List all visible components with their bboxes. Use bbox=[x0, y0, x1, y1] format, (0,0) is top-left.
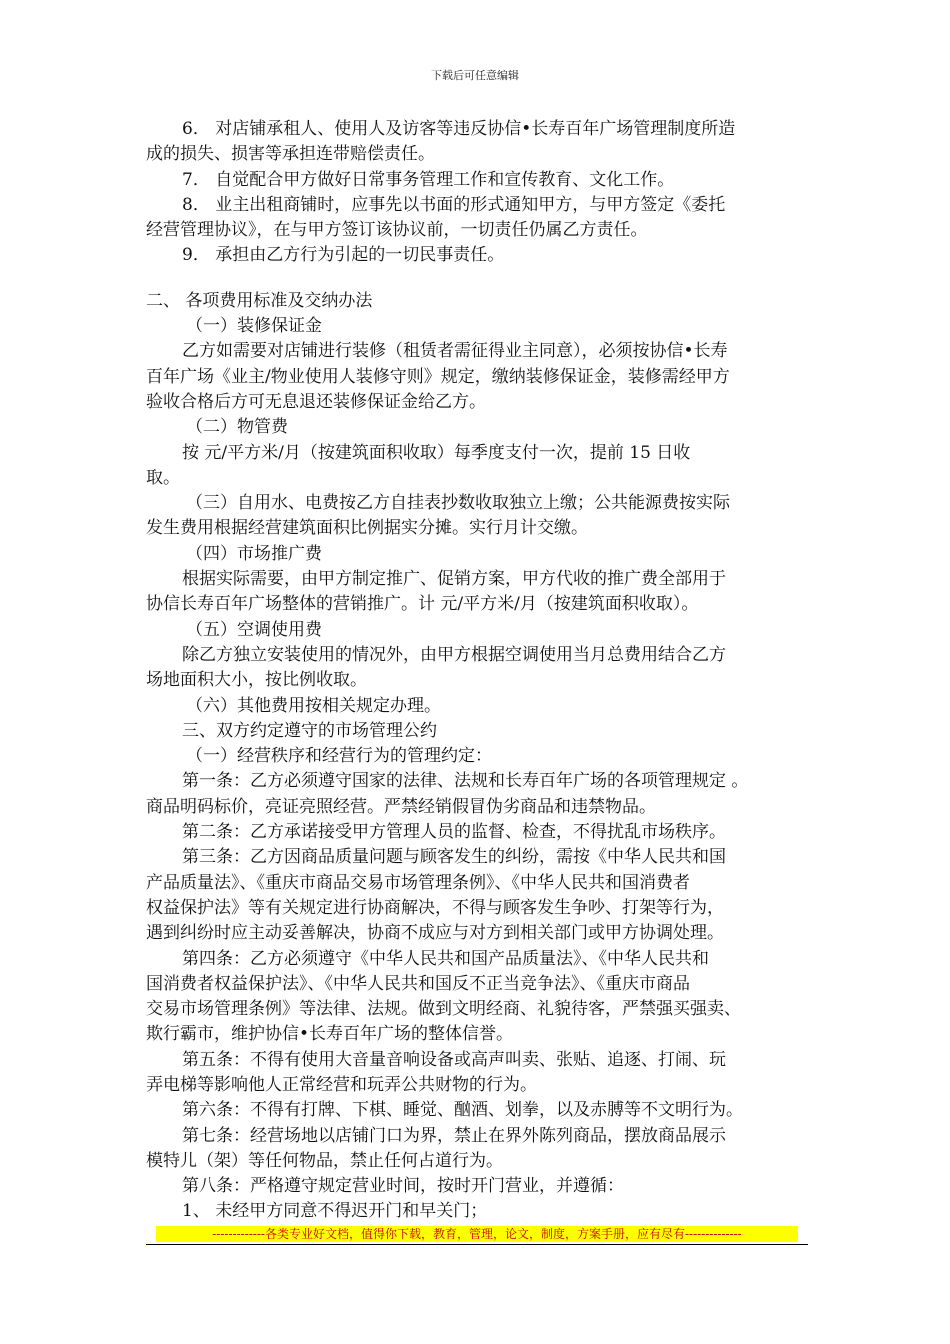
text-line: 第八条：严格遵守规定营业时间，按时开门营业，并遵循： bbox=[182, 1176, 624, 1197]
text-line: 按 元/平方米/月（按建筑面积收取）每季度支付一次，提前 15 日收 bbox=[182, 442, 691, 463]
blank-line bbox=[146, 269, 811, 289]
text-line: 交易市场管理条例》等法律、法规。做到文明经商、礼貌待客，严禁强买强卖、 bbox=[146, 999, 741, 1020]
text-line: （四）市场推广费 bbox=[186, 543, 322, 564]
text-line: （六）其他费用按相关规定办理。 bbox=[186, 695, 441, 716]
text-line: （五）空调使用费 bbox=[186, 619, 322, 640]
text-line: 三、双方约定遵守的市场管理公约 bbox=[182, 720, 437, 741]
text-line: 欺行霸市，维护协信•长寿百年广场的整体信誉。 bbox=[146, 1024, 514, 1045]
text-line: 第二条：乙方承诺接受甲方管理人员的监督、检查，不得扰乱市场秩序。 bbox=[182, 822, 726, 843]
text-line: 第七条：经营场地以店铺门口为界，禁止在界外陈列商品，摆放商品展示 bbox=[182, 1125, 726, 1146]
text-line: 验收合格后方可无息退还装修保证金给乙方。 bbox=[146, 391, 486, 412]
text-line: 第四条：乙方必须遵守《中华人民共和国产品质量法》、《中华人民共和 bbox=[182, 948, 709, 969]
text-line: 经营管理协议》，在与甲方签订该协议前，一切责任仍属乙方责任。 bbox=[146, 220, 648, 241]
text-line: 第六条：不得有打牌、下棋、睡觉、酗酒、划拳，以及赤膊等不文明行为。 bbox=[182, 1100, 743, 1121]
text-line: （一）经营秩序和经营行为的管理约定： bbox=[186, 746, 492, 767]
text-line: 9． 承担由乙方行为引起的一切民事责任。 bbox=[182, 245, 505, 266]
text-line: 乙方如需要对店铺进行装修（租赁者需征得业主同意），必须按协信•长寿 bbox=[182, 341, 728, 362]
text-line: 场地面积大小，按比例收取。 bbox=[146, 670, 367, 691]
text-line: （三）自用水、电费按乙方自挂表抄数收取独立上缴；公共能源费按实际 bbox=[186, 493, 730, 514]
text-line: 第五条：不得有使用大音量音响设备或高声叫卖、张贴、追逐、打闹、玩 bbox=[182, 1049, 726, 1070]
page-footer bbox=[146, 1226, 808, 1245]
text-line: 商品明码标价，亮证亮照经营。严禁经销假冒伪劣商品和违禁物品。 bbox=[146, 796, 656, 817]
text-line: 第一条：乙方必须遵守国家的法律、法规和长寿百年广场的各项管理规定 。 bbox=[182, 771, 749, 792]
text-line: 8． 业主出租商铺时，应事先以书面的形式通知甲方，与甲方签定《委托 bbox=[182, 194, 726, 215]
text-line: 模特儿（架）等任何物品，禁止任何占道行为。 bbox=[146, 1150, 503, 1171]
text-line: （一）装修保证金 bbox=[186, 316, 322, 337]
page-header: 下载后可任意编辑 bbox=[431, 69, 519, 82]
text-line: 6． 对店铺承租人、使用人及访客等违反协信•长寿百年广场管理制度所造 bbox=[182, 119, 736, 139]
footer-divider bbox=[146, 1244, 808, 1245]
text-line: （二）物管费 bbox=[186, 417, 288, 438]
text-line: 第三条：乙方因商品质量问题与顾客发生的纠纷，需按《中华人民共和国 bbox=[182, 847, 726, 868]
text-line: 根据实际需要，由甲方制定推广、促销方案，甲方代收的推广费全部用于 bbox=[182, 569, 726, 590]
text-line: 成的损失、损害等承担连带赔偿责任。 bbox=[146, 144, 435, 165]
text-line: 产品质量法》、《重庆市商品交易市场管理条例》、《中华人民共和国消费者 bbox=[146, 872, 690, 893]
text-line: 取。 bbox=[146, 467, 180, 488]
text-line: 百年广场《业主/物业使用人装修守则》规定，缴纳装修保证金，装修需经甲方 bbox=[146, 366, 730, 387]
text-line: 发生费用根据经营建筑面积比例据实分摊。实行月计交缴。 bbox=[146, 518, 588, 539]
text-line: 国消费者权益保护法》、《中华人民共和国反不正当竞争法》、《重庆市商品 bbox=[146, 973, 690, 994]
text-line: 1、 未经甲方同意不得迟开门和早关门； bbox=[182, 1201, 488, 1222]
text-line: 除乙方独立安装使用的情况外，由甲方根据空调使用当月总费用结合乙方 bbox=[182, 644, 726, 665]
text-line: 7． 自觉配合甲方做好日常事务管理工作和宣传教育、文化工作。 bbox=[182, 169, 675, 190]
text-line: 弄电梯等影响他人正常经营和玩弄公共财物的行为。 bbox=[146, 1074, 537, 1095]
text-line: 遇到纠纷时应主动妥善解决，协商不成应与对方到相关部门或甲方协调处理。 bbox=[146, 923, 724, 944]
text-line: 二、 各项费用标准及交纳办法 bbox=[146, 290, 373, 311]
document-body bbox=[146, 117, 811, 1225]
text-line: 协信长寿百年广场整体的营销推广。计 元/平方米/月（按建筑面积收取）。 bbox=[146, 594, 699, 615]
footer-banner: -------------各类专业好文档，值得你下载，教育，管理，论文，制度，方案手册，应有尽有-------------- bbox=[156, 1226, 798, 1242]
text-line: 权益保护法》等有关规定进行协商解决，不得与顾客发生争吵、打架等行为， bbox=[146, 897, 724, 918]
